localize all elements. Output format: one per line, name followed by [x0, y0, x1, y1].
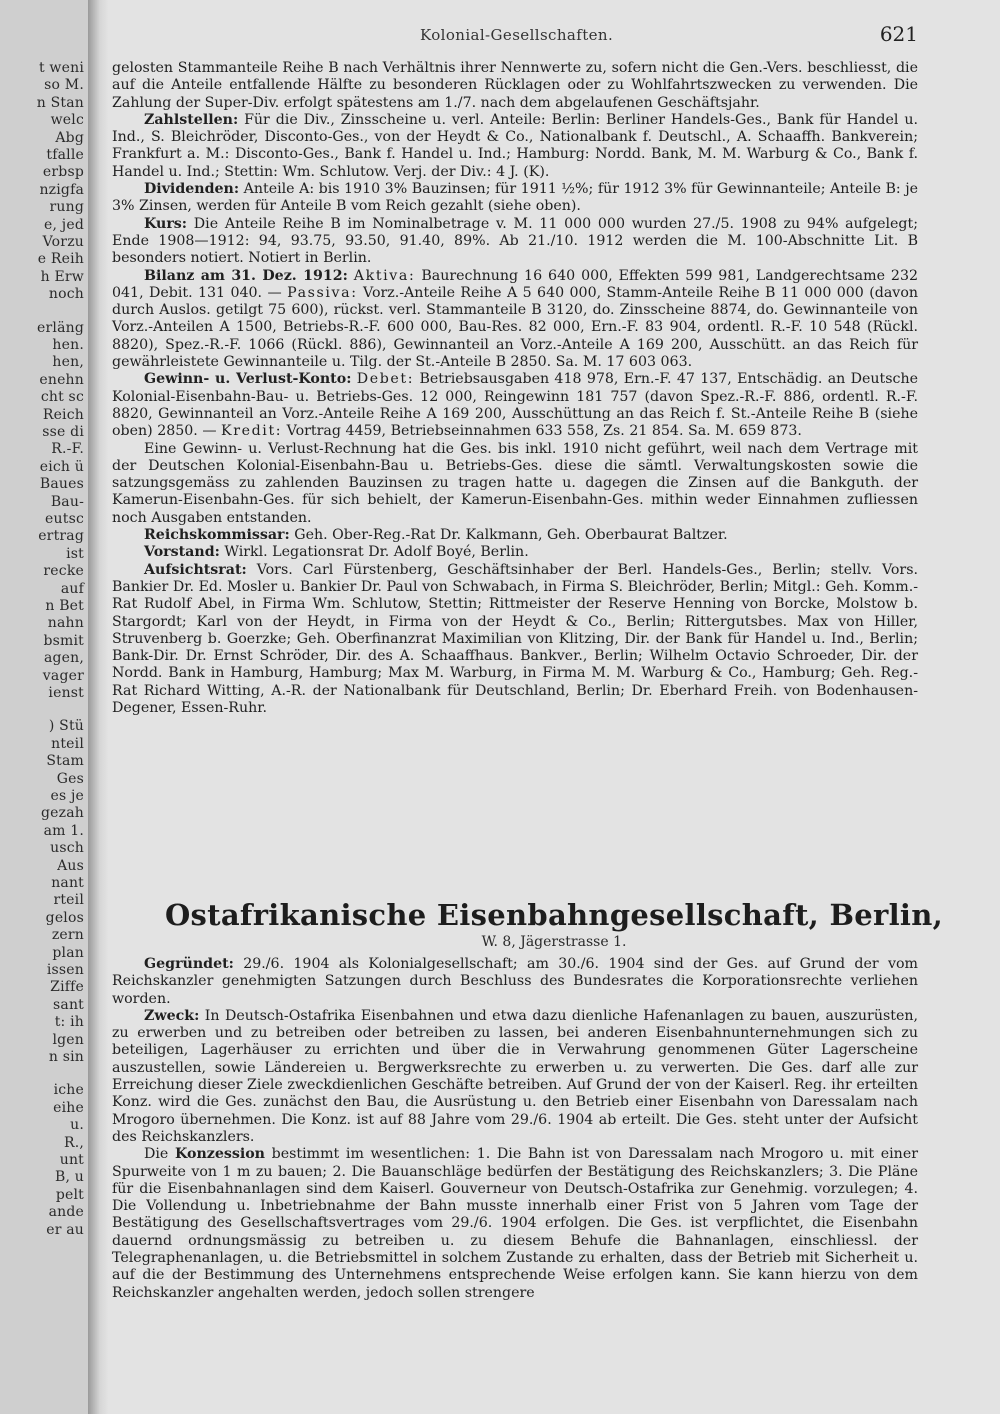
bilanz-label: Bilanz am 31. Dez. 1912: — [144, 267, 348, 284]
running-header: Kolonial-Gesellschaften. — [420, 26, 614, 44]
margin-fragment: so M. — [44, 77, 84, 94]
margin-fragment: Vorzu — [42, 234, 84, 250]
margin-fragment: sant — [53, 996, 84, 1013]
margin-fragment: Stam — [46, 753, 84, 770]
margin-fragment: eich ü — [39, 458, 84, 475]
margin-fragment: lgen — [52, 1031, 84, 1048]
margin-fragment: B, u — [54, 1169, 84, 1186]
margin-fragment: zern — [51, 927, 84, 944]
aktiva-text: Baurechnung 16 640 000, Effekten 599 981, Landgerechtsame 232 041, Debit. 131 040. — [112, 267, 919, 301]
margin-fragment: h Erw — [40, 268, 84, 285]
margin-fragment: auf — [60, 580, 84, 597]
margin-fragment: gezah — [41, 805, 84, 822]
margin-fragment: u. — [70, 1117, 84, 1134]
margin-fragment: noch — [48, 286, 84, 303]
margin-fragment: es je — [50, 788, 84, 804]
debet-label: Debet: — [356, 371, 415, 388]
margin-fragment: welc — [50, 112, 84, 129]
page-number: 621 — [879, 22, 918, 46]
gegruendet-label: Gegründet: — [144, 956, 234, 972]
zahlstellen-paragraph — [112, 112, 918, 181]
bilanz-paragraph: Bilanz am 31. Dez. 1912: Aktiva: Baurechnung 16 640 000, Effekten 599 981, Landgerechtsame 232 041, Debit. 131 040. — Passiva: Vorz.-Anteile Reihe A 5 640 000, Stamm-Anteile Reihe B 11 000 000 (davon durch Auslos. getilgt 75 600), rückst. verl. Stammanteile B 3120, do. Zinsscheine 8874, do. Gewinnanteile von Vorz.-Anteilen A 1500, Betriebs-R.-F. 600 000, Bau-Res. 82 000, Ern.-F. 83 904, ordentl. R.-F. 10 548 (Rückl. 8820), Spez.-R.-F. 1066 (Rückl. 886), Gewinnanteil an Vorz.-Anteile A 169 200, Ausschütt. an das Reich für gewährleistete Gewinnanteile u. Tilg. der St.-Anteile B 2850. Sa. M. 17 603 063. — [112, 267, 919, 371]
margin-fragment: sse di — [42, 424, 84, 440]
upper-section — [112, 60, 918, 717]
margin-fragment: recke — [43, 563, 84, 580]
konzession-label: Konzession — [174, 1146, 265, 1163]
margin-fragment: unt — [59, 1152, 84, 1168]
aufsichtsrat-paragraph — [112, 562, 918, 718]
margin-fragment: e Reih — [37, 251, 84, 268]
margin-fragment: nant — [51, 875, 84, 891]
margin-fragment: Reich — [42, 406, 84, 423]
passiva-text: Vorz.-Anteile Reihe A 5 640 000, Stamm-Anteile Reihe B 11 000 000 (davon durch Auslos. getilgt 75 600), rückst. verl. Stammanteile B 3120, do. Zinsscheine 8874, do. Gewinnanteile von Vorz.-Anteilen A 1500, Betriebs-R.-F. 600 000, Bau-Res. 82 000, Ern.-F. 83 904, ordentl. R.-F. 10 548 (Rückl. 8820), Spez.-R.-F. 1066 (Rückl. 886), Gewinnanteil an Vorz.-Anteile A 169 200, Ausschütt. an das Reich für gewährleistete Gewinnanteile u. Tilg. der St.-Anteile B 2850. Sa. M. 17 603 063. — [112, 284, 919, 371]
margin-fragment: n Stan — [36, 94, 84, 111]
margin-fragment: nahn — [47, 615, 84, 632]
konzession-pre: Die — [144, 1146, 169, 1163]
margin-fragment: gelos — [45, 909, 84, 926]
book-gutter — [88, 0, 108, 1414]
margin-fragment: usch — [50, 840, 84, 857]
margin-fragment: R., — [63, 1134, 84, 1151]
margin-fragment: agen, — [43, 650, 84, 667]
margin-fragment: pelt — [55, 1186, 84, 1203]
margin-fragment: nzigfa — [39, 181, 84, 198]
margin-fragment: Aus — [57, 857, 84, 874]
margin-fragment: Abg — [55, 129, 84, 146]
vorstand-paragraph — [112, 544, 918, 561]
guv-label: Gewinn- u. Verlust-Konto: — [144, 371, 352, 388]
gegruendet-paragraph — [112, 956, 918, 1008]
vorstand-text: Wirkl. Legationsrat Dr. Adolf Boyé, Berlin. — [224, 544, 529, 561]
company-title: Ostafrikanische Eisenbahngesellschaft, Berlin, — [164, 898, 944, 932]
margin-fragment: Ziffe — [50, 979, 84, 996]
reichskommissar-text: Geh. Ober-Reg.-Rat Dr. Kalkmann, Geh. Oberbaurat Baltzer. — [294, 527, 728, 544]
margin-fragment: tfalle — [46, 147, 84, 163]
vorstand-label: Vorstand: — [144, 544, 220, 561]
opening-paragraph: gelosten Stammanteile Reihe B nach Verhältnis ihrer Nennwerte zu, sofern nicht die Gen.-Vers. beschliesst, die auf die Anteile entfallende Hälfte zu besonderen Rücklagen oder zu Wohlfahrtszwecken zu verwenden. Die Zahlung der Super-Div. erfolgt spätestens am 1./7. nach dem abgelaufenen Geschäftsjahr. — [112, 60, 918, 111]
zahlstellen-text: Für die Div., Zinsscheine u. verl. Anteile: Berlin: Berliner Handels-Ges., Bank für Handel u. Ind., S. Bleichröder, Disconto-Ges., von der Heydt & Co., Nationalbank f. Deutschl., A. Schaaffh. Bankverein; Frankfurt a. M.: Disconto-Ges., Bank f. Handel u. Ind.; Hamburg: Nordd. Bank, M. M. Warburg & Co., Bank f. Handel u. Ind.; Stettin: Wm. Schlutow. Verj. der Div.: 4 J. (K). — [112, 111, 918, 180]
kredit-text: Vortrag 4459, Betriebseinnahmen 633 558, Zs. 21 854. Sa. M. 659 873. — [286, 423, 802, 440]
margin-fragment: bsmit — [43, 632, 84, 649]
reichskommissar-label: Reichskommissar: — [144, 527, 290, 544]
guv-paragraph: Gewinn- u. Verlust-Konto: Debet: Betriebsausgaben 418 978, Ern.-F. 47 137, Entschädig. an Deutsche Kolonial-Eisenbahn-Bau- u. Betriebs-Ges. 12 000, Reingewinn 181 757 (davon Spez.-R.-F. 886, ordentl. R.-F. 8820, Gewinnanteil an Vorz.-Anteile Reihe A 169 200, Ausschüttung an das Reich f. St.-Anteile Reihe B (siehe oben) 2850. — Kredit: Vortrag 4459, Betriebseinnahmen 633 558, Zs. 21 854. Sa. M. 659 873. — [112, 371, 918, 440]
margin-fragment: t: ih — [54, 1014, 84, 1031]
margin-fragment: rung — [49, 199, 84, 216]
margin-fragment: ist — [66, 545, 84, 562]
margin-fragment: er au — [46, 1221, 84, 1238]
dividenden-paragraph — [112, 181, 918, 216]
kurs-text: Die Anteile Reihe B im Nominalbetrage v. M. 11 000 000 wurden 27./5. 1908 zu 94% aufgelegt; Ende 1908—1912: 94, 93.75, 93.50, 91.40, 89%. Ab 21./10. 1912 werden die M. 100-Abschnitte Lit. B besonders notiert. Notiert in Berlin. — [112, 215, 918, 267]
margin-fragment: erläng — [37, 319, 84, 336]
guv-note: Eine Gewinn- u. Verlust-Rechnung hat die Ges. bis inkl. 1910 nicht geführt, weil nach dem Vertrage mit der Deutschen Kolonial-Eisenbahn-Bau u. Betriebs-Ges. diese die sämtl. Verwaltungskosten sowie die satzungsgemäss zu zahlenden Bauzinsen zu tragen hatte u. dagegen die Zinsen auf die Bankguth. der Kamerun-Eisenbahn-Ges. für sich behielt, der Kamerun-Eisenbahn-Ges. mithin weder Einnahmen zufliessen noch Ausgaben entstanden. — [112, 440, 918, 526]
margin-fragment: enehn — [39, 371, 84, 388]
kredit-label: Kredit: — [221, 423, 283, 440]
aktiva-label: Aktiva: — [353, 267, 416, 284]
konzession-text: bestimmt im wesentlichen: 1. Die Bahn ist von Daressalam nach Mrogoro u. mit einer Spurweite von 1 m zu bauen; 2. Die Bauanschläge bedürfen der Bestätigung des Reichskanzlers; 3. Die Pläne für die Eisenbahnanlagen sind dem Kaiserl. Gouverneur von Deutsch-Ostafrika zur Genehmig. vorzulegen; 4. Die Vollendung u. Inbetriebnahme der Bahn musste innerhalb einer Frist von 5 Jahren vom Tage der Bestätigung des Gesellschaftsvertrages vom 29./6. 1904 erfolgen. Die Ges. ist verpflichtet, die Eisenbahn dauernd ordnungsmässig zu betreiben u. zu diesem Behufe die Bahnanlagen, einschliessl. der Telegraphenanlagen, u. die Betriebsmittel in solchem Zustande zu erhalten, dass der Betrieb mit Sicherheit u. auf die der Bestimmung des Unternehmens entsprechende Weise erfolgen kann. Sie kann hierzu von dem Reichskanzler angehalten werden, jedoch sollen strengere — [112, 1146, 918, 1301]
margin-fragment: Baues — [39, 476, 84, 493]
margin-fragment: am 1. — [43, 822, 84, 839]
margin-fragment: Ges — [56, 770, 84, 787]
passiva-label: Passiva: — [287, 284, 358, 301]
aufsichtsrat-label: Aufsichtsrat: — [144, 561, 247, 578]
konzession-paragraph — [112, 1146, 918, 1302]
debet-text: Betriebsausgaben 418 978, Ern.-F. 47 137, Entschädig. an Deutsche Kolonial-Eisenbahn-Bau- u. Betriebs-Ges. 12 000, Reingewinn 181 757 (davon Spez.-R.-F. 886, ordentl. R.-F. 8820, Gewinnanteil an Vorz.-Anteile Reihe A 169 200, Ausschüttung an das Reich f. St.-Anteile Reihe B (siehe oben) 2850. — [112, 371, 918, 440]
zweck-paragraph — [112, 1008, 918, 1146]
margin-fragment: t weni — [38, 60, 84, 76]
margin-fragment: e, jed — [44, 216, 84, 233]
kurs-paragraph — [112, 216, 918, 268]
dividenden-text: Anteile A: bis 1910 3% Bauzinsen; für 1911 ½%; für 1912 3% für Gewinnanteile; Anteile B: je 3% Zinsen, werden für Anteile B vom Reich gezahlt (siehe oben). — [112, 181, 918, 215]
margin-fragment: erbsp — [42, 164, 84, 181]
margin-fragment: eihe — [53, 1099, 84, 1116]
margin-fragment: nteil — [51, 735, 84, 752]
margin-fragment: hen. — [52, 337, 84, 353]
margin-fragment: ande — [48, 1204, 84, 1221]
company-address: W. 8, Jägerstrasse 1. — [481, 934, 627, 950]
margin-fragment: hen, — [52, 354, 84, 371]
margin-fragment: ertrag — [38, 528, 84, 545]
previous-page-margin — [0, 0, 88, 1414]
margin-fragment: issen — [46, 962, 84, 978]
margin-fragment: plan — [52, 944, 84, 961]
margin-fragment: cht sc — [40, 389, 84, 406]
aufsichtsrat-text: Vors. Carl Fürstenberg, Geschäftsinhaber der Berl. Handels-Ges., Berlin; stellv. Vors. Bankier Dr. Ed. Mosler u. Bankier Dr. Paul von Schwabach, in Firma S. Bleichröder, Berlin; Mitgl.: Geh. Komm.-Rat Rudolf Abel, in Firma Wm. Schlutow, Stettin; Rittmeister der Reserve Henning von Borcke, Molstow b. Stargordt; Karl von der Heydt, in Firma von der Heydt & Co., Berlin; Rittergutsbes. Max von Hiller, Struvenberg b. Goerzke; Geh. Oberfinanzrat Maximilian von Klitzing, Dir. der Bank für Handel u. Ind., Berlin; Bank-Dir. Dr. Ernst Schröder, Dir. des A. Schaaffhaus. Bankver., Berlin; Wilhelm Octavio Schroeder, Dir. der Nordd. Bank in Hamburg, Hamburg; Max M. Warburg, in Firma M. M. Warburg & Co., Hamburg; Geh. Reg.-Rat Richard Witting, A.-R. der Nationalbank für Deutschland, Berlin; Dr. Eberhard Freih. von Bodenhausen-Degener, Essen-Ruhr. — [112, 561, 919, 716]
margin-fragment: n sin — [48, 1049, 84, 1065]
margin-fragment: ienst — [48, 685, 84, 701]
kurs-label: Kurs: — [144, 215, 188, 232]
company-section — [112, 956, 918, 1302]
margin-fragment: eutsc — [45, 511, 84, 527]
margin-fragment: rteil — [53, 892, 84, 909]
zahlstellen-label: Zahlstellen: — [144, 111, 239, 128]
margin-fragment: ) Stü — [48, 718, 84, 735]
margin-fragment: vager — [42, 667, 84, 684]
zweck-text: In Deutsch-Ostafrika Eisenbahnen und etwa dazu dienliche Hafenanlagen zu bauen, auszurüsten, zu erwerben und zu betreiben oder betreiben zu lassen, bei anderen Eisenbahnunternehmungen sich zu beteiligen, Lagerhäuser zu errichten und über die in Verwahrung genommenen Güter Lagerscheine auszustellen, sowie Ländereien u. Bergwerksrechte zu erwerben u. zu verwerten. Die Ges. darf alle zur Erreichung dieser Ziele zweckdienlichen Geschäfte betreiben. Auf Grund der von der Kaiserl. Reg. ihr erteilten Konz. wird die Ges. zunächst den Bau, die Ausrüstung u. den Betrieb einer Eisenbahn von Daressalam nach Mrogoro übernehmen. Die Konz. ist auf 88 Jahre vom 29./6. 1904 ab erteilt. Die Ges. steht unter der Aufsicht des Reichskanzlers. — [112, 1007, 918, 1145]
margin-fragment: iche — [53, 1082, 84, 1099]
gegruendet-text: 29./6. 1904 als Kolonialgesellschaft; am 30./6. 1904 sind der Ges. auf Grund der vom Reichskanzler genehmigten Satzungen durch Beschluss des Bundesrates die Korporationsrechte verliehen worden. — [112, 956, 918, 1007]
margin-fragment: R.-F. — [51, 441, 84, 458]
margin-fragment: n Bet — [45, 598, 84, 614]
zweck-label: Zweck: — [144, 1007, 200, 1024]
dividenden-label: Dividenden: — [144, 181, 240, 198]
margin-fragment: Bau- — [50, 493, 84, 510]
reichskommissar-paragraph — [112, 527, 918, 544]
